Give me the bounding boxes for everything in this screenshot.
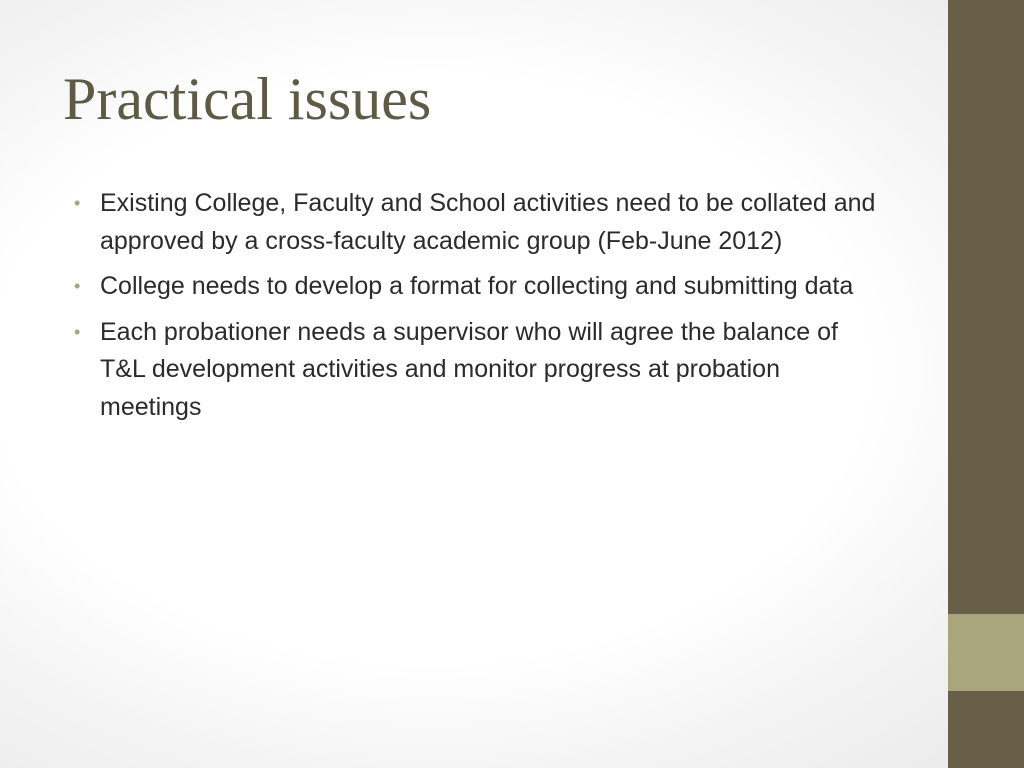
bullet-list	[74, 185, 884, 434]
bullet-icon: •	[74, 321, 81, 342]
bullet-text: Existing College, Faculty and School activities need to be collated and approved by a cross-faculty academic group (Feb-June 2012)	[100, 189, 876, 255]
slide-title: Practical issues	[63, 66, 432, 132]
bullet-icon: •	[74, 193, 81, 213]
sidebar-accent-block	[948, 614, 1024, 691]
bullet-item	[74, 314, 884, 427]
bullet-text: Each probationer needs a supervisor who will agree the balance of T&L development activities and monitor progress at probation meetings	[100, 317, 838, 421]
bullet-item	[74, 268, 884, 306]
bullet-text: College needs to develop a format for collecting and submitting data	[100, 272, 854, 300]
bullet-item	[74, 185, 884, 260]
bullet-icon: •	[74, 276, 81, 296]
